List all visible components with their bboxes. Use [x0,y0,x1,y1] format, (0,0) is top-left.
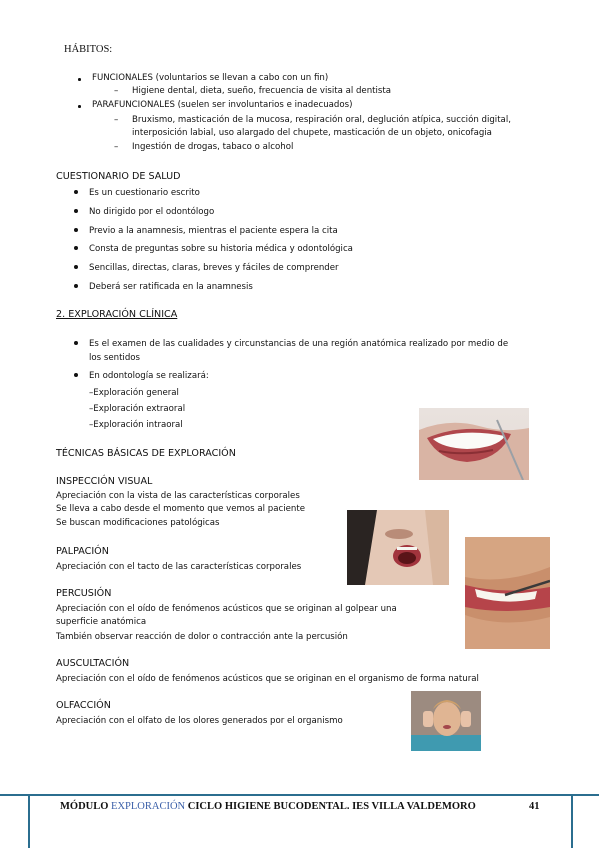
cuestionario-item: Sencillas, directas, claras, breves y fáciles de comprender [89,263,339,273]
inspeccion-title: INSPECCIÓN VISUAL [56,476,153,487]
page-number: 41 [529,801,540,812]
footer-text [60,800,476,813]
palpacion-line: Apreciación con el tacto de las características corporales [56,562,302,572]
tecnicas-title: TÉCNICAS BÁSICAS DE EXPLORACIÓN [56,448,236,459]
percusion-line: También observar reacción de dolor o contracción ante la percusión [56,632,348,642]
bullet [74,190,78,194]
exploracion-type: –Exploración extraoral [89,404,186,414]
probe-photo [465,537,550,649]
footer-modulo: MÓDULO [60,801,109,812]
cuestionario-title: CUESTIONARIO DE SALUD [56,171,181,182]
parafuncionales-detail-1: Bruxismo, masticación de la mucosa, respiración oral, deglución atípica, succión digital, [132,115,511,125]
exploracion-def-line2: los sentidos [89,353,141,363]
bullet [74,209,78,213]
parafuncionales-detail-1b: interposición labial, uso alargado del chupete, masticación de un objeto, onicofagia [132,128,492,138]
cuestionario-item: Previo a la anamnesis, mientras el paciente espera la cita [89,226,338,236]
funcionales-detail: Higiene dental, dieta, sueño, frecuencia de visita al dentista [132,86,392,96]
bullet [74,284,78,288]
open-mouth-photo [347,510,449,585]
olfaccion-title: OLFACCIÓN [56,700,111,711]
auscultacion-line: Apreciación con el oído de fenómenos acústicos que se originan en el organismo de forma natural [56,674,479,684]
exploracion-type: –Exploración intraoral [89,420,183,430]
patient-photo [411,691,481,751]
parafuncionales-detail-2: Ingestión de drogas, tabaco o alcohol [132,142,294,152]
auscultacion-title: AUSCULTACIÓN [56,658,130,669]
exploracion-type: –Exploración general [89,388,179,398]
percusion-line: Apreciación con el oído de fenómenos acústicos que se originan al golpear una [56,604,397,614]
bullet [74,373,78,377]
cuestionario-item: Es un cuestionario escrito [89,188,200,198]
olfaccion-line: Apreciación con el olfato de los olores generados por el organismo [56,716,343,726]
exploracion-def-line1: Es el examen de las cualidades y circunstancias de una región anatómica realizado por medio de [89,339,509,349]
funcionales-heading: FUNCIONALES (voluntarios se llevan a cabo con un fin) [92,73,329,83]
bullet [74,228,78,232]
cuestionario-item: Consta de preguntas sobre su historia médica y odontológica [89,244,353,254]
footer-accent-left [28,794,30,848]
parafuncionales-heading: PARAFUNCIONALES (suelen ser involuntarios e inadecuados) [92,100,353,110]
inspeccion-line: Apreciación con la vista de las características corporales [56,491,300,501]
bullet [74,246,78,250]
footer-accent-right [571,794,573,848]
percusion-line: superficie anatómica [56,617,147,627]
cuestionario-item: No dirigido por el odontólogo [89,207,215,217]
exploracion-intro: En odontología se realizará: [89,371,209,381]
exploracion-title: 2. EXPLORACIÓN CLÍNICA [56,309,178,320]
bullet [74,341,78,345]
habitos-title: HÁBITOS: [64,44,113,55]
dash: – [114,115,119,125]
footer-exploracion: EXPLORACIÓN [111,801,186,812]
footer-ciclo: CICLO HIGIENE BUCODENTAL. IES VILLA VALDEMORO [187,801,476,812]
smile-photo [419,408,529,480]
cuestionario-item: Deberá ser ratificada en la anamnesis [89,282,253,292]
dash: – [114,142,119,152]
bullet [74,265,78,269]
inspeccion-line: Se lleva a cabo desde el momento que vemos al paciente [56,504,305,514]
percusion-title: PERCUSIÓN [56,588,112,599]
footer-rule [0,794,599,796]
bullet [78,105,81,108]
dash: – [114,86,119,96]
inspeccion-line: Se buscan modificaciones patológicas [56,518,220,528]
palpacion-title: PALPACIÓN [56,546,109,557]
bullet [78,78,81,81]
